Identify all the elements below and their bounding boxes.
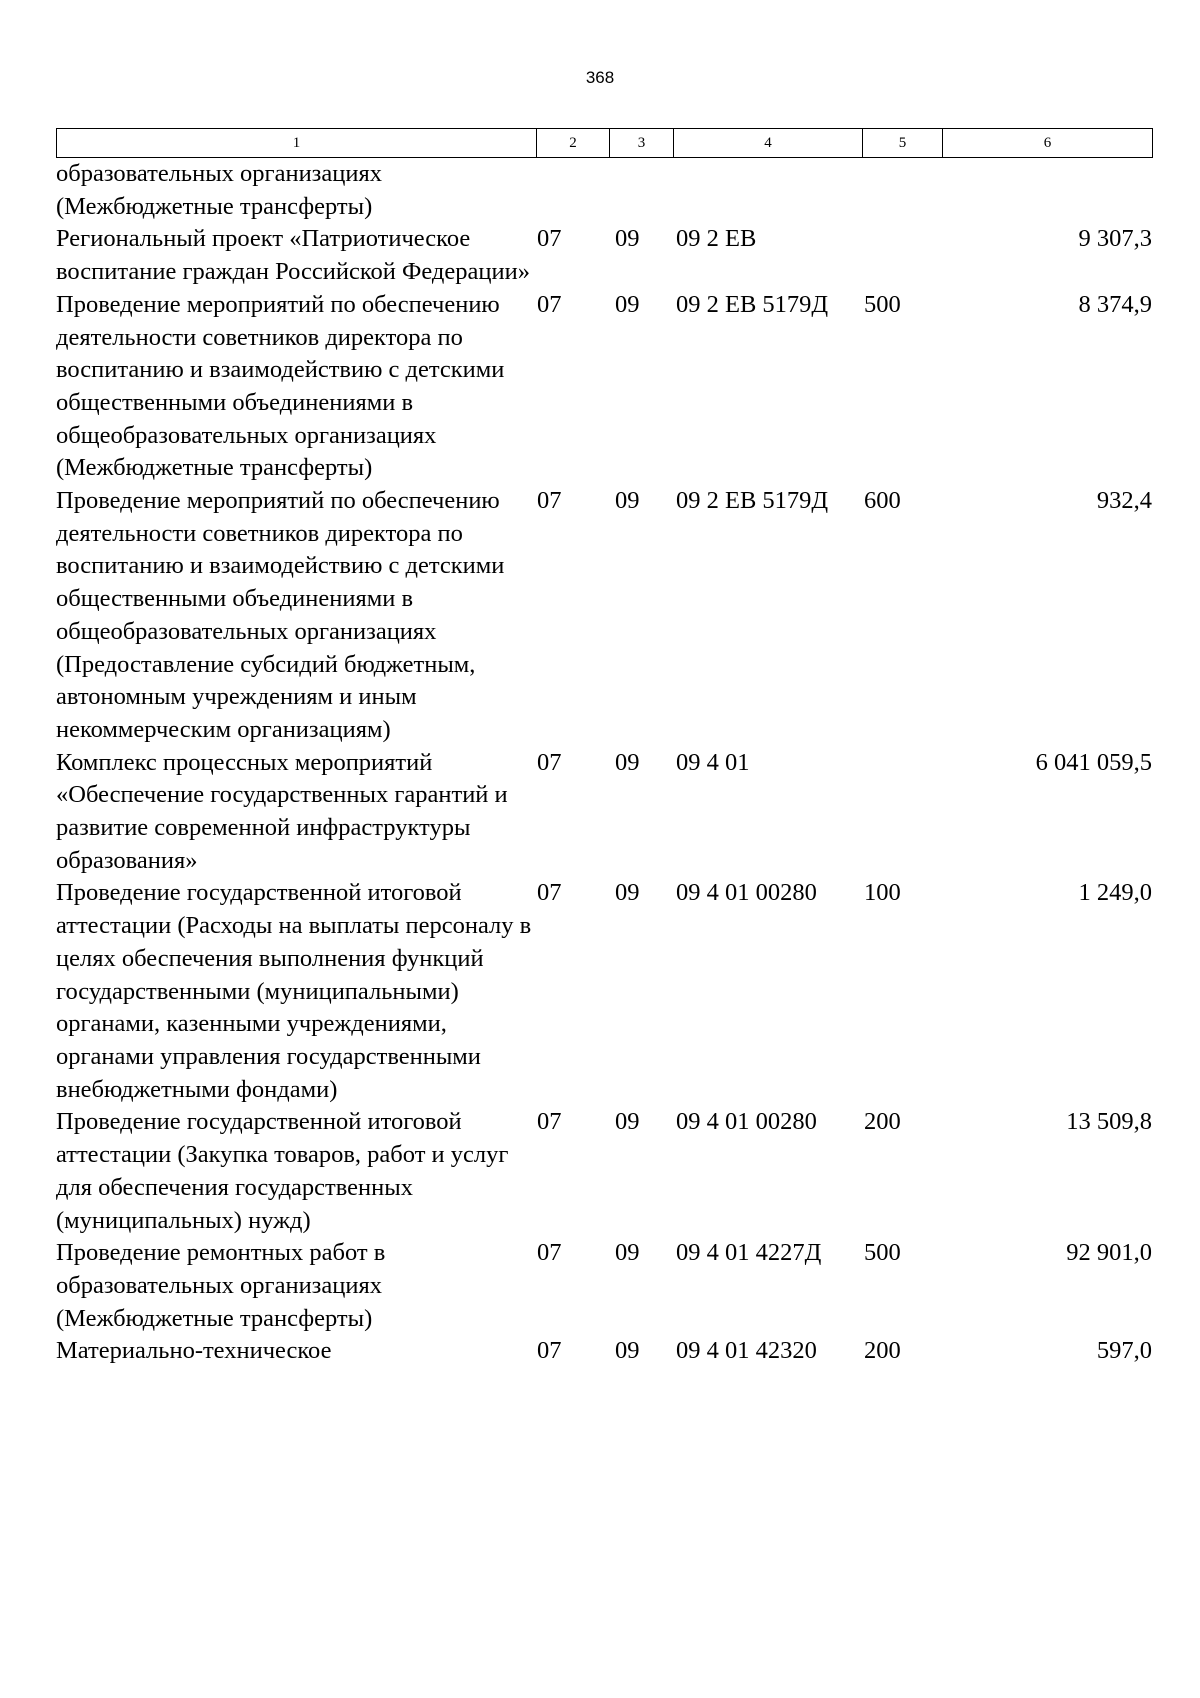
header-row (57, 129, 1153, 158)
row-name: Материально-техническое (56, 1337, 332, 1365)
column-number-header (56, 128, 1153, 158)
row-subsection: 09 (615, 225, 640, 253)
header-col-5: 5 (863, 129, 943, 158)
row-expense-type: 500 (864, 1239, 901, 1267)
row-amount: 13 509,8 (1066, 1108, 1152, 1136)
row-target-article: 09 2 ЕВ 5179Д (676, 487, 829, 515)
row-section: 07 (537, 1337, 562, 1365)
row-name: образовательных организациях (Межбюджетные трансферты) (56, 160, 382, 220)
row-expense-type: 600 (864, 487, 901, 515)
row-amount: 8 374,9 (1078, 290, 1152, 318)
row-section: 07 (537, 1108, 562, 1136)
header-col-2: 2 (537, 129, 610, 158)
row-section: 07 (537, 879, 562, 907)
row-amount: 597,0 (1096, 1337, 1152, 1365)
row-expense-type (862, 223, 942, 288)
row-section: 07 (537, 748, 562, 776)
row-target-article: 09 4 01 00280 (676, 879, 817, 907)
table-row (56, 747, 1152, 878)
row-name: Региональный проект «Патриотическое воспитание граждан Российской Федерации» (56, 225, 530, 286)
row-amount: 6 041 059,5 (1035, 748, 1152, 776)
header-col-6: 6 (943, 129, 1153, 158)
row-expense-type: 200 (864, 1337, 901, 1365)
row-expense-type (862, 747, 942, 878)
row-amount (942, 158, 1152, 223)
row-expense-type: 200 (864, 1108, 901, 1136)
row-name: Проведение мероприятий по обеспечению деятельности советников директора по воспитанию и взаимодействию с детскими общественными объединениями в общеобразовательных организациях (Предоставление субсидий бюджетным, автономным учреждениям и иным некоммерческим организациям) (56, 487, 505, 743)
row-amount: 1 249,0 (1078, 879, 1152, 907)
budget-table (56, 158, 1152, 1368)
page-number: 368 (585, 68, 615, 87)
row-subsection: 09 (615, 879, 640, 907)
table-row (56, 485, 1152, 747)
table-row (56, 223, 1152, 288)
row-target-article: 09 4 01 00280 (676, 1108, 817, 1136)
row-target-article: 09 2 ЕВ (676, 225, 757, 253)
row-amount: 932,4 (1096, 487, 1152, 515)
row-target-article: 09 4 01 42320 (676, 1337, 817, 1365)
row-subsection: 09 (615, 748, 640, 776)
row-subsection: 09 (615, 1239, 640, 1267)
row-target-article: 09 4 01 (676, 748, 750, 776)
row-subsection: 09 (615, 487, 640, 515)
row-name: Проведение государственной итоговой аттестации (Расходы на выплаты персоналу в целях обеспечения выполнения функций государственными (муниципальными) органами, казенными учреждениями, органами управления государственными внебюджетными фондами) (56, 879, 532, 1103)
row-subsection (609, 158, 673, 223)
row-section: 07 (537, 487, 562, 515)
row-target-article: 09 4 01 4227Д (676, 1239, 822, 1267)
row-target-article (673, 158, 862, 223)
table-row (56, 1237, 1152, 1335)
row-expense-type: 100 (864, 879, 901, 907)
table-row (56, 877, 1152, 1106)
row-amount: 9 307,3 (1078, 225, 1152, 253)
row-section (536, 158, 609, 223)
row-section: 07 (537, 225, 562, 253)
table-row (56, 158, 1152, 223)
row-target-article: 09 2 ЕВ 5179Д (676, 290, 829, 318)
row-section: 07 (537, 1239, 562, 1267)
row-subsection: 09 (615, 290, 640, 318)
row-amount: 92 901,0 (1066, 1239, 1152, 1267)
budget-table-body (56, 158, 1152, 1368)
table-row (56, 1106, 1152, 1237)
row-section: 07 (537, 290, 562, 318)
row-expense-type: 500 (864, 290, 901, 318)
row-name: Проведение государственной итоговой аттестации (Закупка товаров, работ и услуг для обеспечения государственных (муниципальных) нужд) (56, 1108, 509, 1234)
row-name: Комплекс процессных мероприятий «Обеспечение государственных гарантий и развитие современной инфраструктуры образования» (56, 748, 508, 874)
table-row (56, 1335, 1152, 1368)
row-subsection: 09 (615, 1108, 640, 1136)
row-expense-type (862, 158, 942, 223)
header-col-4: 4 (674, 129, 863, 158)
header-col-1: 1 (57, 129, 537, 158)
row-name: Проведение мероприятий по обеспечению деятельности советников директора по воспитанию и взаимодействию с детскими общественными объединениями в общеобразовательных организациях (Межбюджетные трансферты) (56, 290, 505, 482)
row-subsection: 09 (615, 1337, 640, 1365)
header-col-3: 3 (610, 129, 674, 158)
table-row (56, 289, 1152, 485)
row-name: Проведение ремонтных работ в образовательных организациях (Межбюджетные трансферты) (56, 1239, 386, 1332)
